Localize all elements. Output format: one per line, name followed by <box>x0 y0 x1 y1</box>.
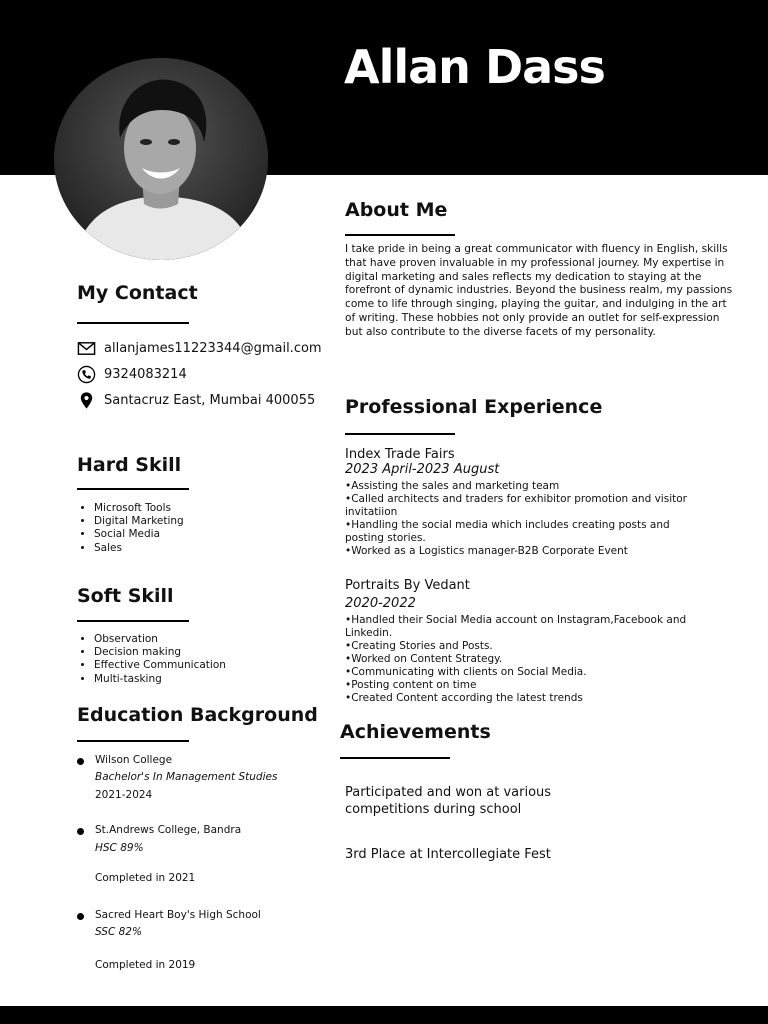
phone-text: 9324083214 <box>104 367 187 382</box>
about-text: I take pride in being a great communicator with fluency in English, skills that have proven invaluable in my professional journey. My expertise in digital marketing and sales reflects my dedication to staying at the forefront of dynamic industries. Beyond the business realm, my passions come to life through singing, playing the guitar, and indulging in the art of writing. These hobbies not only provide an outlet for self-expression but also contribute to the diverse facets of my personality. <box>345 243 733 338</box>
education-year: Completed in 2021 <box>95 872 196 884</box>
profile-photo <box>54 58 268 260</box>
experience-divider <box>345 433 455 435</box>
list-item: •Creating Stories and Posts. <box>345 640 493 652</box>
job-points <box>345 614 690 705</box>
list-item: • Effective Communication <box>94 659 226 672</box>
list-item: • Microsoft Tools <box>94 502 184 515</box>
list-item: • Decision making <box>94 646 226 659</box>
education-detail: HSC 89% <box>95 842 144 854</box>
bullet-dot <box>77 828 84 835</box>
education-detail: Bachelor's In Management Studies <box>95 771 278 783</box>
candidate-name: Allan Dass <box>344 40 605 94</box>
soft-skill-list <box>77 633 226 686</box>
hard-skill-list <box>77 502 184 555</box>
job-entry <box>345 578 690 705</box>
email-text: allanjames11223344@gmail.com <box>104 341 322 356</box>
education-year: 2021-2024 <box>95 789 153 801</box>
soft-skill-heading: Soft Skill <box>77 585 174 607</box>
contact-divider <box>77 322 189 324</box>
list-item: •Created Content according the latest trends <box>345 692 583 704</box>
contact-heading: My Contact <box>77 282 198 304</box>
education-year: Completed in 2019 <box>95 959 196 971</box>
about-heading: About Me <box>345 199 448 221</box>
list-item: •Posting content on time <box>345 679 477 691</box>
school-name: Wilson College <box>95 754 173 766</box>
list-item: • Digital Marketing <box>94 515 184 528</box>
education-item <box>77 754 327 804</box>
school-name: Sacred Heart Boy's High School <box>95 909 261 921</box>
envelope-icon <box>77 339 96 358</box>
education-divider <box>77 740 189 742</box>
hard-skill-divider <box>77 488 189 490</box>
contact-phone <box>77 365 187 384</box>
contact-address <box>77 391 315 410</box>
education-item <box>77 909 327 973</box>
achievements-heading: Achievements <box>340 721 491 743</box>
about-divider <box>345 234 455 236</box>
list-item: •Worked on Content Strategy. <box>345 653 503 665</box>
job-entry <box>345 447 690 558</box>
location-pin-icon <box>77 391 96 410</box>
list-item: • Sales <box>94 542 184 555</box>
list-item: •Handling the social media which includes creating posts and posting stories. <box>345 519 670 544</box>
school-name: St.Andrews College, Bandra <box>95 824 242 836</box>
job-period: 2020-2022 <box>345 596 416 611</box>
achievements-divider <box>340 757 450 759</box>
hard-skill-heading: Hard Skill <box>77 454 182 476</box>
list-item: •Worked as a Logistics manager-B2B Corporate Event <box>345 545 628 557</box>
list-item: •Called architects and traders for exhibitor promotion and visitor invitatiion <box>345 493 687 518</box>
list-item: • Observation <box>94 633 226 646</box>
list-item: • Social Media <box>94 528 184 541</box>
achievement-item: Participated and won at various competitions during school <box>345 785 552 817</box>
bullet-dot <box>77 758 84 765</box>
list-item: •Assisting the sales and marketing team <box>345 480 560 492</box>
job-company: Portraits By Vedant <box>345 578 470 593</box>
achievement-item: 3rd Place at Intercollegiate Fest <box>345 847 551 862</box>
job-period: 2023 April-2023 August <box>345 462 500 477</box>
education-item <box>77 824 327 888</box>
bullet-dot <box>77 913 84 920</box>
education-detail: SSC 82% <box>95 926 142 938</box>
job-company: Index Trade Fairs <box>345 447 455 462</box>
job-points <box>345 480 690 558</box>
footer-bar <box>0 1006 768 1024</box>
list-item: •Communicating with clients on Social Media. <box>345 666 587 678</box>
soft-skill-divider <box>77 620 189 622</box>
contact-email <box>77 339 322 358</box>
address-text: Santacruz East, Mumbai 400055 <box>104 393 316 408</box>
phone-icon <box>77 365 96 384</box>
list-item: •Handled their Social Media account on Instagram,Facebook and Linkedin. <box>345 614 687 639</box>
list-item: • Multi-tasking <box>94 673 226 686</box>
education-heading: Education Background <box>77 704 318 726</box>
experience-heading: Professional Experience <box>345 396 603 418</box>
